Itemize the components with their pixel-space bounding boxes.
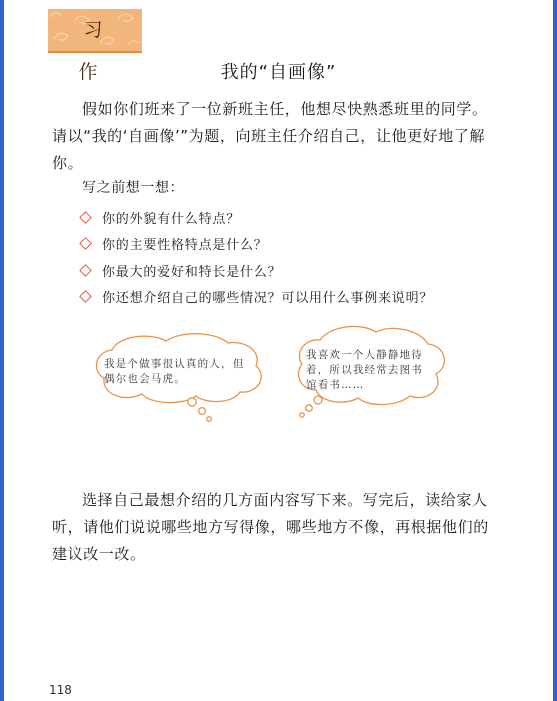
page-title: 我的“自画像” [220, 62, 337, 83]
question-text: 你的外貌有什么特点？ [102, 211, 241, 227]
question-text: 你最大的爱好和特长是什么？ [102, 264, 282, 280]
question-text: 你还想介绍自己的哪些情况？可以用什么事例来说明？ [102, 291, 434, 307]
bubble-text-1: 我是个做事很认真的人，但偶尔也会马虎。 [104, 358, 245, 385]
instruction-paragraph: 选择自己最想介绍的几方面内容写下来。写完后，读给家人听，请他们说说哪些地方写得像，哪些地方不像，再根据他们的建议改一改。 [52, 491, 489, 563]
section-header-title: 习 作 [78, 19, 117, 83]
intro-paragraph: 假如你们班来了一位新班主任，他想尽快熟悉班里的同学。请以“我的‘自画像’”为题，向班主任介绍自己，让他更好地了解你。 [52, 100, 488, 172]
question-text: 你的主要性格特点是什么？ [102, 238, 268, 254]
page-number: 118 [49, 683, 72, 697]
prompt-text: 写之前想一想： [82, 180, 185, 196]
bubble-text-2: 我喜欢一个人静静地待着，所以我经常去图书馆看书…… [306, 349, 423, 391]
